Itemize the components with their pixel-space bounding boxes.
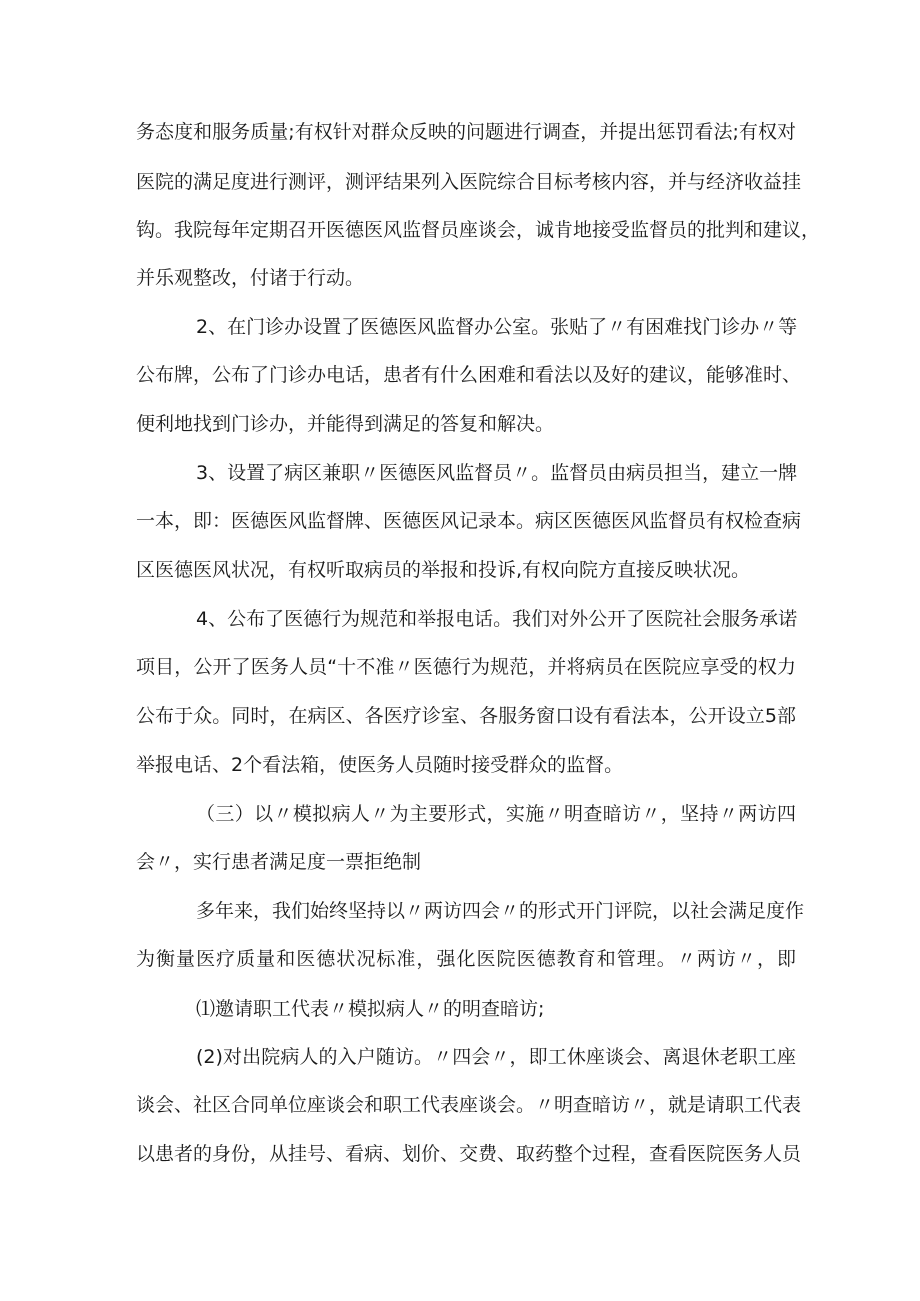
- text-line: 便利地找到门诊办，并能得到满足的答复和解决。: [136, 413, 555, 435]
- section-heading-line: 会〃，实行患者满足度一票拒绝制: [136, 851, 422, 873]
- text-line: 为衡量医疗质量和医德状况标准，强化医院医德教育和管理。〃两访〃，即: [136, 948, 796, 970]
- text-line: 2、在门诊办设置了医德医风监督办公室。张贴了〃有困难找门诊办〃等: [196, 316, 798, 338]
- text-line: 多年来，我们始终坚持以〃两访四会〃的形式开门评院，以社会满足度作: [196, 900, 805, 922]
- text-line: 一本，即：医德医风监督牌、医德医风记录本。病区医德医风监督员有权检查病: [136, 510, 802, 532]
- text-line: (2)对出院病人的入户随访。〃四会〃，即工休座谈会、离退休老职工座: [196, 1046, 796, 1068]
- text-line: 区医德医风状况，有权听取病员的举报和投诉,有权向院方直接反映状况。: [136, 559, 751, 581]
- text-line: 以患者的身份，从挂号、看病、划价、交费、取药整个过程，查看医院医务人员: [136, 1143, 802, 1165]
- text-line: ⑴邀请职工代表〃模拟病人〃的明查暗访;: [196, 998, 545, 1020]
- text-line: 务态度和服务质量;有权针对群众反映的问题进行调查，并提出惩罚看法;有权对: [136, 121, 796, 143]
- text-line: 医院的满足度进行测评，测评结果列入医院综合目标考核内容，并与经济收益挂: [136, 171, 802, 193]
- section-heading-line: （三）以〃模拟病人〃为主要形式，实施〃明查暗访〃，坚持〃两访四: [196, 803, 796, 825]
- text-line: 公布牌，公布了门诊办电话，患者有什么困难和看法以及好的建议，能够准时、: [136, 364, 802, 386]
- text-line: 钩。我院每年定期召开医德医风监督员座谈会，诚肯地接受监督员的批判和建议，: [136, 219, 821, 241]
- text-line: 谈会、社区合同单位座谈会和职工代表座谈会。〃明查暗访〃，就是请职工代表: [136, 1094, 802, 1116]
- text-line: 并乐观整改，付诸于行动。: [136, 267, 365, 289]
- text-line: 举报电话、2个看法箱，使医务人员随时接受群众的监督。: [136, 754, 624, 776]
- text-line: 公布于众。同时，在病区、各医疗诊室、各服务窗口设有看法本，公开设立5部: [136, 705, 796, 727]
- text-line: 项目，公开了医务人员“十不准〃医德行为规范，并将病员在医院应享受的权力: [136, 656, 796, 678]
- text-line: 3、设置了病区兼职〃医德医风监督员〃。监督员由病员担当，建立一牌: [196, 462, 798, 484]
- text-line: 4、公布了医德行为规范和举报电话。我们对外公开了医院社会服务承诺: [196, 608, 798, 630]
